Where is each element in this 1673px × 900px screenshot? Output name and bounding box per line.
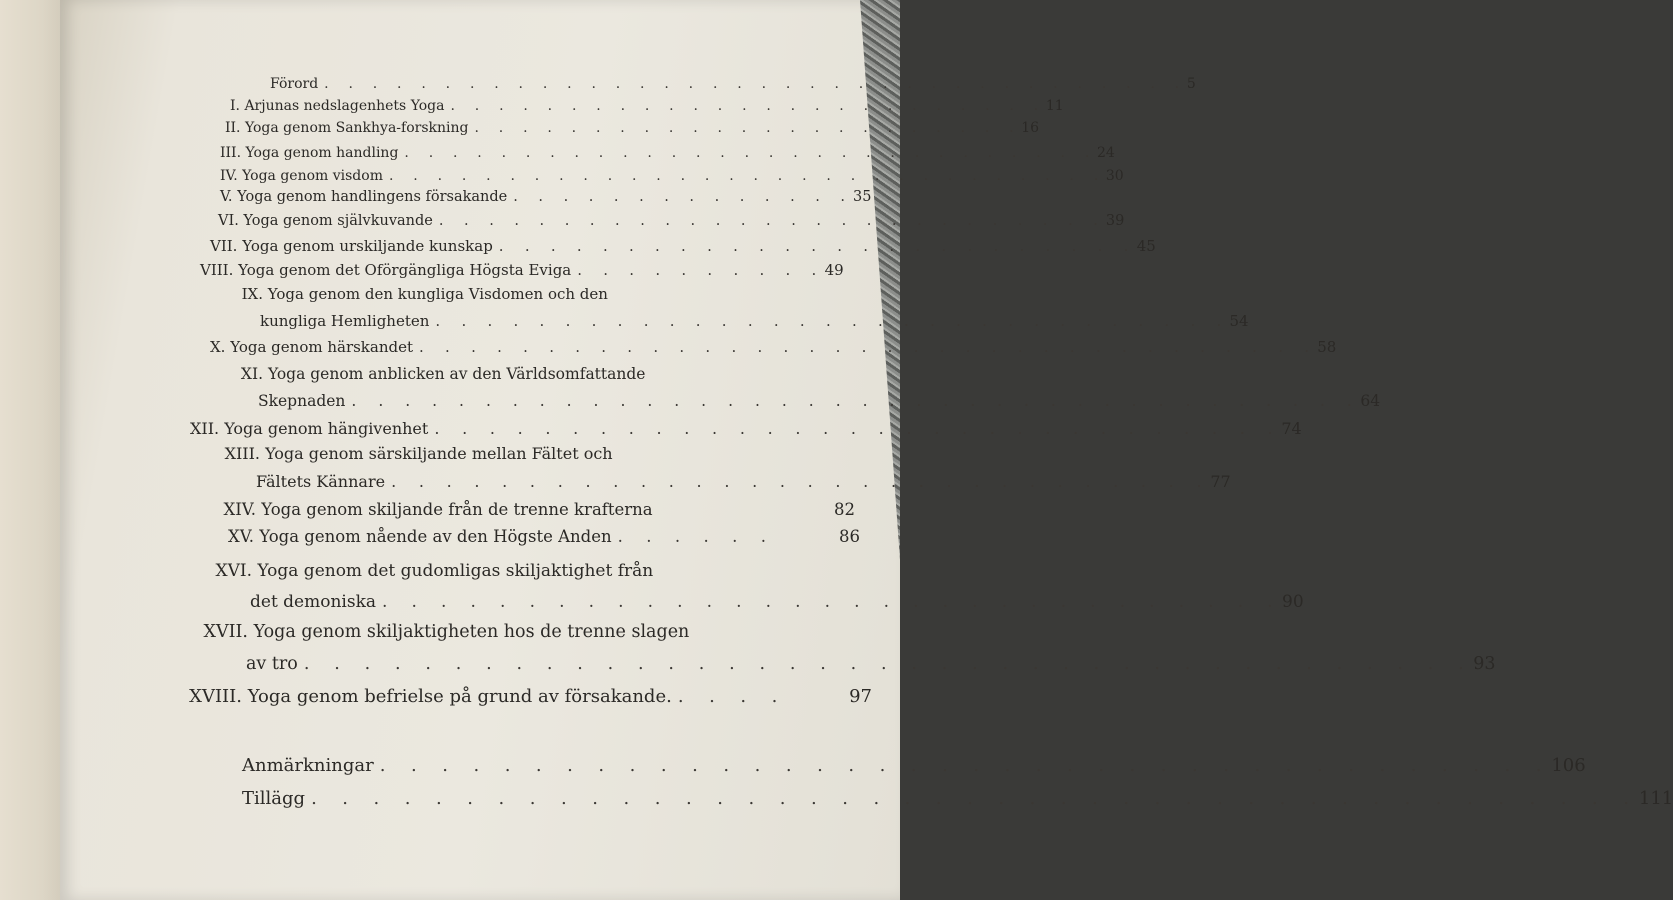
leader-dots: . . . . . . . . . . . . . . . . . . . . . . . . . . . . . . .	[382, 592, 1283, 612]
toc-title-continued: Fältets Kännare	[256, 472, 386, 491]
toc-page: 111	[1638, 788, 1673, 809]
toc-page: 97	[849, 686, 872, 707]
toc-number: IV.	[220, 168, 238, 184]
toc-entry	[160, 622, 860, 642]
leader-dots: . . . . . . . . . . . . . . . . . . . . . . . . . . . . . . . . . . . . . .	[379, 755, 1552, 776]
toc-title: Arjunas nedslagenhets Yoga	[244, 98, 445, 114]
toc-title: Yoga genom nående av den Högste Anden	[259, 527, 612, 546]
leader-dots: . . . . . . . . . . . . . .	[513, 189, 854, 205]
toc-title: Tillägg	[242, 788, 306, 809]
toc-entry	[210, 285, 800, 303]
toc-title-continued: av tro	[246, 654, 298, 674]
toc-page: 77	[1210, 472, 1231, 491]
leader-dots: . . . . . .	[617, 527, 776, 546]
toc-page: 54	[1229, 312, 1249, 330]
toc-entry	[190, 419, 1302, 438]
toc-number: IX.	[241, 285, 263, 303]
leader-dots: . . . . . . . . . . . . . . . . . . . . . . .	[474, 120, 1022, 136]
leader-dots: . . . . . . . . . . . . . . . . . . . . . . . . . . . . . . . . . . . . . .	[351, 392, 1361, 410]
toc-entry	[200, 365, 840, 383]
toc-title: Yoga genom handling	[245, 145, 399, 161]
toc-entry-forord	[270, 76, 1196, 92]
toc-number: III.	[220, 145, 242, 161]
toc-page: 30	[1105, 168, 1124, 184]
toc-number: XIV.	[223, 500, 256, 519]
toc-title: Yoga genom befrielse på grund av försakande.	[247, 686, 672, 707]
toc-number: X.	[210, 338, 226, 356]
leader-dots: . . . . . . . . . . . . . . . . . . . . . . . . . . . . . . .	[435, 312, 1230, 330]
toc-entry-continuation	[258, 392, 1381, 410]
toc-page: 11	[1045, 98, 1064, 114]
toc-entry	[200, 261, 844, 279]
toc-entry	[210, 237, 1156, 255]
toc-entry-continuation	[256, 472, 1231, 491]
toc-page: 86	[839, 527, 860, 546]
toc-entry	[180, 444, 840, 463]
toc-title: Yoga genom hängivenhet	[224, 419, 429, 438]
leader-dots: . . . . . . . . . . . . . . . . . . . . . . . . . . . . . . . . . . . .	[324, 76, 1187, 92]
leader-dots: . . . . . . . . . . . . . . . . . . . . . . . . .	[498, 237, 1137, 255]
toc-title: Yoga genom självkuvande	[243, 213, 433, 229]
toc-entry	[220, 168, 1124, 184]
leader-dots: . . . . . . . . . . . . . . . . . . . . . . . . . . . . . . . . . . . . . . .	[303, 654, 1474, 674]
leader-dots: . . . . . . . . . . . . . . . . . . . . . . . . . . . . . . . . . . . . . . . . . . .	[311, 788, 1639, 809]
toc-entry-appendix	[242, 788, 1673, 809]
toc-title: Yoga genom det Oförgängliga Högsta Eviga	[238, 261, 572, 279]
leader-dots: . . . . . . . . . . . . . . . . . . . . . . . . .	[450, 98, 1046, 114]
toc-title-continued: Skepnaden	[258, 392, 346, 410]
toc-number: VII.	[210, 237, 238, 255]
toc-number: II.	[225, 120, 241, 136]
toc-number: XVIII.	[189, 686, 242, 707]
toc-entry	[225, 120, 1040, 136]
toc-number: XVI.	[215, 561, 252, 581]
leader-dots: . . . . . . . . . .	[577, 261, 825, 279]
toc-page: 74	[1281, 419, 1302, 438]
toc-title: Yoga genom det gudomligas skiljaktighet från	[257, 561, 654, 581]
toc-page: 45	[1136, 237, 1156, 255]
toc-page: 5	[1186, 76, 1196, 92]
toc-page: 24	[1096, 145, 1115, 161]
toc-number: XV.	[227, 527, 254, 546]
toc-number: I.	[230, 98, 240, 114]
leader-dots: . . . . . . . . . . . . . . . . . . . . . . . . . . . . . . . . . . .	[419, 338, 1318, 356]
toc-page: 58	[1317, 338, 1337, 356]
toc-entry-notes	[242, 755, 1586, 776]
toc-title: Yoga genom anblicken av den Världsomfattande	[267, 365, 646, 383]
toc-title: Yoga genom den kungliga Visdomen och den	[267, 285, 608, 303]
toc-title: Förord	[270, 76, 319, 92]
toc-page: 90	[1282, 592, 1304, 612]
toc-number: XII.	[190, 419, 220, 438]
toc-entry	[210, 338, 1337, 356]
toc-page: 82	[834, 500, 855, 519]
leader-dots: . . . . . . . . . . . . . . . . . . . . . . . . . . . . . .	[391, 472, 1211, 491]
table-of-contents	[60, 0, 1673, 900]
toc-entry-continuation	[250, 592, 1304, 612]
toc-number: XIII.	[224, 444, 260, 463]
toc-title: Yoga genom särskiljande mellan Fältet och	[265, 444, 613, 463]
toc-entry-continuation	[260, 312, 1249, 330]
toc-page: 16	[1021, 120, 1040, 136]
toc-title-continued: kungliga Hemligheten	[260, 312, 430, 330]
toc-entry	[218, 213, 1125, 229]
toc-title: Yoga genom härskandet	[230, 338, 414, 356]
leader-dots: . . . . . . . . . . . . . . . . . . . . . . . . . . .	[438, 213, 1106, 229]
toc-number: VIII.	[200, 261, 234, 279]
toc-page: 106	[1551, 755, 1586, 776]
toc-number: XVII.	[203, 622, 248, 642]
leader-dots: . . . . . . . . . . . . . . . . . . . . . . . . . . . . . .	[388, 168, 1106, 184]
toc-entry	[156, 686, 872, 707]
toc-title: Yoga genom handlingens försakande	[237, 189, 508, 205]
toc-page: 35	[853, 189, 872, 205]
toc-entry	[230, 98, 1064, 114]
toc-page: 39	[1105, 213, 1125, 229]
toc-title: Yoga genom visdom	[242, 168, 383, 184]
toc-entry	[180, 527, 860, 546]
toc-entry	[220, 189, 872, 205]
toc-title: Anmärkningar	[242, 755, 374, 776]
toc-page: 49	[824, 261, 844, 279]
toc-title: Yoga genom skiljande från de trenne krafterna	[261, 500, 653, 519]
toc-title: Yoga genom urskiljande kunskap	[242, 237, 493, 255]
toc-entry	[180, 500, 855, 519]
toc-entry	[170, 561, 850, 581]
toc-number: VI.	[218, 213, 239, 229]
toc-entry	[220, 145, 1115, 161]
leader-dots: . . . .	[677, 686, 788, 707]
toc-page: 93	[1473, 654, 1496, 674]
leader-dots: . . . . . . . . . . . . . . . . . . . . . . . . . . . . .	[404, 145, 1097, 161]
toc-number: XI.	[240, 365, 263, 383]
toc-entry-continuation	[246, 654, 1496, 674]
toc-title-continued: det demoniska	[250, 592, 377, 612]
toc-number: V.	[220, 189, 233, 205]
leader-dots: . . . . . . . . . . . . . . . . . . . . . . . . . . . . . . .	[434, 419, 1282, 438]
toc-page: 64	[1360, 392, 1381, 410]
toc-title: Yoga genom skiljaktigheten hos de trenne slagen	[253, 622, 690, 642]
toc-title: Yoga genom Sankhya-forskning	[244, 120, 469, 136]
